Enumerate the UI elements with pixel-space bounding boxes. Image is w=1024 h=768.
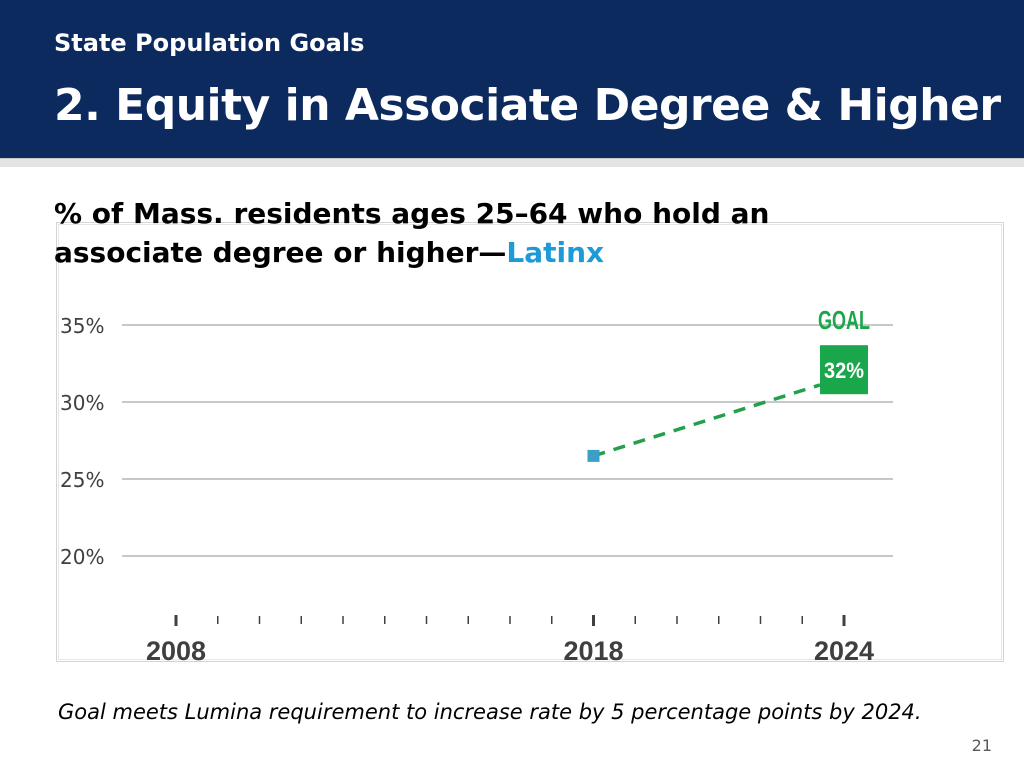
goal-label: GOAL [818, 305, 871, 336]
x-tick-label: 2018 [563, 636, 624, 666]
y-tick-label: 20% [60, 545, 105, 569]
y-tick-label: 30% [60, 391, 105, 415]
slide-kicker: State Population Goals [54, 29, 365, 57]
y-tick-label: 35% [60, 314, 105, 338]
chart-title-highlight: Latinx [506, 236, 605, 269]
chart-title-main: % of Mass. residents ages 25–64 who hold an associate degree or higher— [54, 197, 770, 269]
slide-title: 2. Equity in Associate Degree & Higher [54, 80, 1001, 131]
x-tick-label: 2024 [813, 636, 875, 666]
y-tick-label: 25% [60, 468, 105, 492]
footnote: Goal meets Lumina requirement to increase rate by 5 percentage points by 2024. [58, 700, 922, 724]
page-number: 21 [971, 736, 992, 755]
goal-value-label: 32% [824, 358, 864, 384]
series-line [594, 385, 821, 456]
data-point-marker [588, 450, 600, 462]
x-tick-label: 2008 [145, 636, 207, 666]
